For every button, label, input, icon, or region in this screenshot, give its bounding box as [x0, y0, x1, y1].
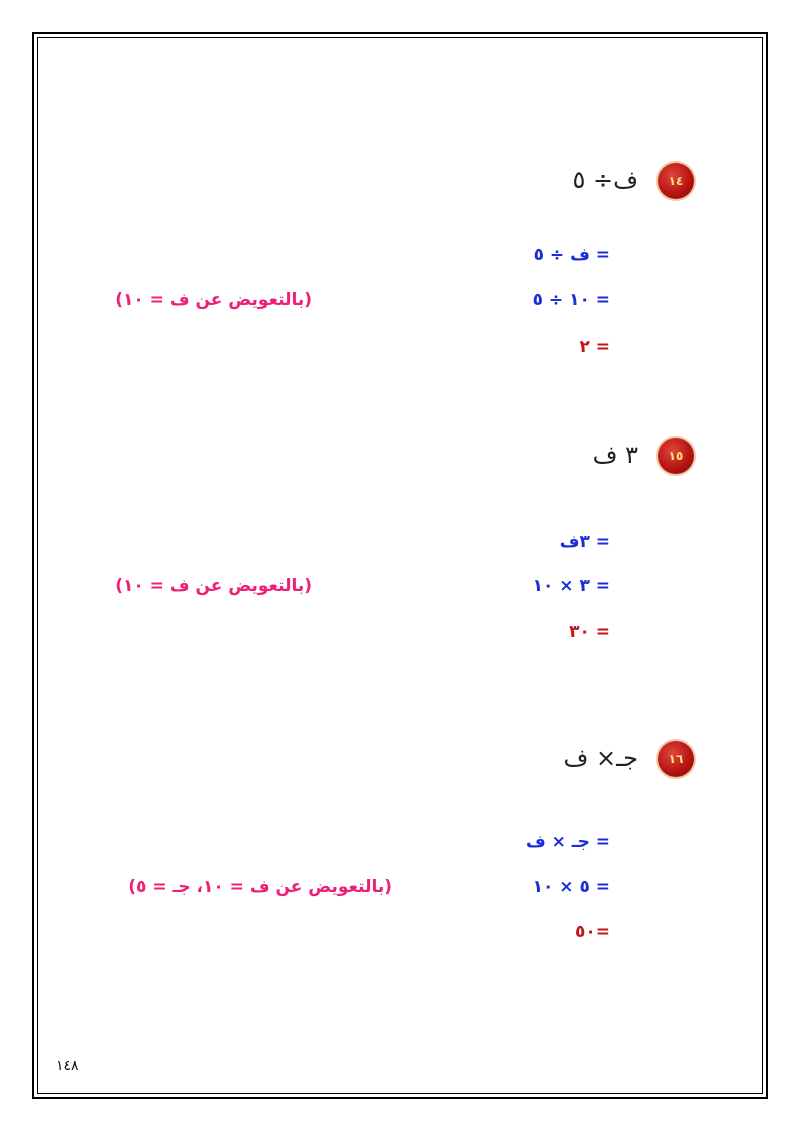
substitution-note: (بالتعويض عن ف = ١٠)	[115, 576, 312, 596]
substitution-note: (بالتعويض عن ف = ١٠، جـ = ٥)	[128, 877, 392, 897]
problem-expression: ٣ ف	[592, 441, 638, 469]
problem-number-badge: ١٤	[658, 163, 694, 199]
solution-step: = ف ÷ ٥	[533, 245, 610, 265]
problem-expression: جـ× ف	[563, 744, 638, 772]
substitution-note: (بالتعويض عن ف = ١٠)	[115, 290, 312, 310]
problem-number-badge: ١٦	[658, 741, 694, 777]
page-number: ١٤٨	[56, 1058, 79, 1074]
solution-result: = ٣٠	[569, 622, 610, 642]
solution-result: =٥٠	[574, 922, 610, 942]
page-border-inner	[37, 37, 763, 1094]
problem-number-badge: ١٥	[658, 438, 694, 474]
solution-step: = ١٠ ÷ ٥	[532, 290, 610, 310]
solution-step: = ٣ف	[559, 532, 610, 552]
solution-step: = ٥ × ١٠	[532, 877, 610, 897]
solution-step: = جـ × ف	[525, 832, 610, 852]
problem-expression: ف÷ ٥	[572, 166, 638, 194]
solution-result: = ٢	[579, 337, 610, 357]
solution-step: = ٣ × ١٠	[532, 576, 610, 596]
